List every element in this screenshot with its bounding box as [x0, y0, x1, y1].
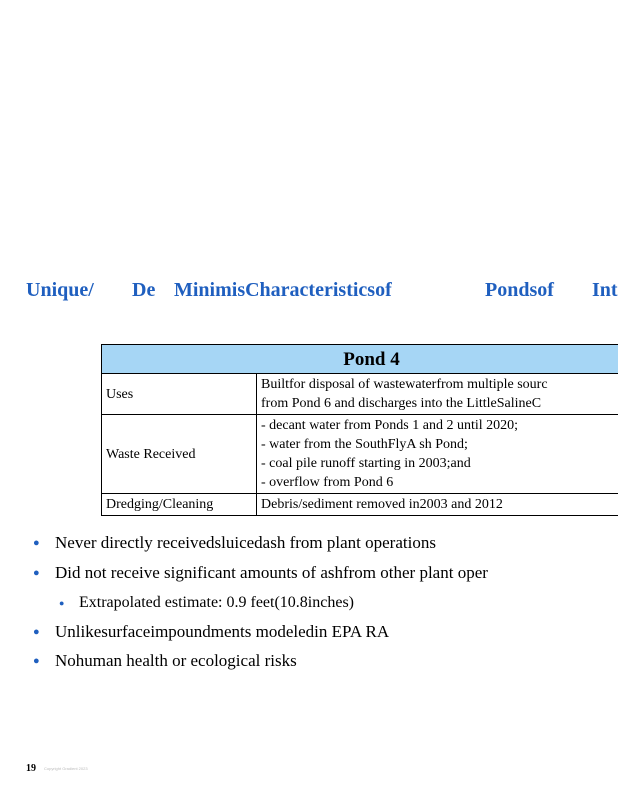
- bullet-text: Extrapolated estimate: 0.9 feet(10.8inches): [79, 594, 355, 611]
- copyright-text: Copyright Gradient 2023: [44, 766, 88, 771]
- pond-table: [101, 344, 618, 516]
- row-value: [257, 494, 618, 516]
- table-row: [102, 374, 618, 415]
- page-number: 19: [26, 763, 36, 774]
- bullet-dot-icon: ●: [59, 598, 65, 608]
- value-line: - coal pile runoff starting in 2003;and: [261, 456, 471, 471]
- bullet-item: [33, 650, 297, 672]
- value-line: Debris/sediment removed in2003 and 2012: [261, 497, 503, 512]
- bullet-text: Never directly receivedsluicedash from plant operations: [55, 533, 436, 552]
- bullet-text: Unlikesurfaceimpoundments modeledin EPA RA: [55, 622, 390, 641]
- bullet-dot-icon: ●: [33, 537, 40, 549]
- table-row: [102, 415, 618, 494]
- title-word: Pondsof: [485, 279, 554, 301]
- title-word: Unique/: [26, 279, 94, 301]
- row-value: [257, 415, 618, 494]
- bullet-text: Did not receive significant amounts of ashfrom other plant oper: [55, 563, 488, 582]
- value-line: - water from the SouthFlyA sh Pond;: [261, 437, 468, 452]
- sub-bullet-item: [59, 592, 355, 614]
- value-line: - decant water from Ponds 1 and 2 until 2020;: [261, 418, 519, 433]
- bullet-dot-icon: ●: [33, 655, 40, 667]
- bullet-item: [33, 532, 436, 554]
- value-line: from Pond 6 and discharges into the LittleSalineC: [261, 396, 542, 411]
- title-word: Int: [592, 279, 618, 301]
- table-header: Pond 4: [102, 345, 618, 374]
- row-label: Uses: [102, 374, 257, 415]
- row-label: Waste Received: [102, 415, 257, 494]
- value-line: Builtfor disposal of wastewaterfrom multiple sourc: [261, 377, 548, 392]
- row-value: [257, 374, 618, 415]
- title-word: De: [132, 279, 156, 301]
- bullet-item: [33, 621, 390, 643]
- bullet-item: [33, 562, 488, 584]
- bullet-dot-icon: ●: [33, 626, 40, 638]
- bullet-text: Nohuman health or ecological risks: [55, 651, 297, 670]
- table-row: [102, 494, 618, 516]
- title-word: MinimisCharacteristicsof: [174, 279, 392, 301]
- value-line: - overflow from Pond 6: [261, 475, 394, 490]
- bullet-dot-icon: ●: [33, 567, 40, 579]
- row-label: Dredging/Cleaning: [102, 494, 257, 516]
